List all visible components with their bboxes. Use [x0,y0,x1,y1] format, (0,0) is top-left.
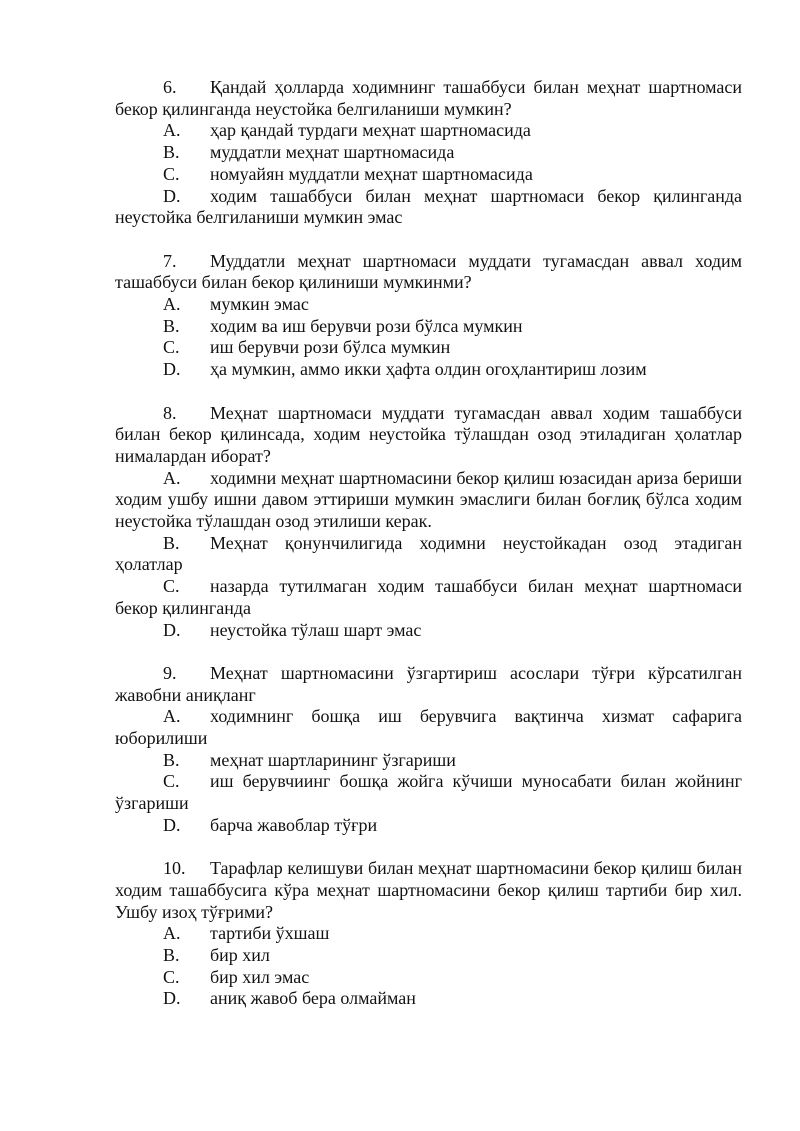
option-text: аниқ жавоб бера олмайман [210,988,416,1009]
question-number: 7. [163,250,177,271]
question-7 [115,251,742,381]
question-number: 8. [163,402,177,423]
question-number: 10. [163,858,186,879]
option-a [115,923,742,945]
option-letter: B. [163,945,180,966]
question-number: 6. [163,77,177,97]
option-text: неустойка тўлаш шарт эмас [210,619,422,640]
option-text: ҳар қандай турдаги меҳнат шартномасида [210,120,531,141]
option-text: муддатли меҳнат шартномасида [210,142,455,163]
option-b [115,316,742,338]
question-text [115,663,742,706]
option-letter: D. [163,619,181,640]
option-b [115,142,742,164]
option-d [115,620,742,642]
question-10 [115,858,742,1010]
option-letter: B. [163,532,180,553]
question-body: Муддатли меҳнат шартномаси муддати тугамасдан аввал ходим ташаббуси билан бекор қилиниши мумкинми? [115,250,742,293]
option-b [115,533,742,576]
option-a [115,294,742,316]
option-c [115,576,742,619]
option-text: меҳнат шартларининг ўзгариши [210,749,456,770]
option-text: мумкин эмас [210,294,309,315]
option-text: иш берувчиинг бошқа жойга кўчиши муносабати билан жойнинг ўзгариши [115,771,742,814]
question-body: Меҳнат шартномаси муддати тугамасдан аввал ходим ташаббуси билан бекор қилинсада, ходим неустойка тўлашдан озод этиладиган ҳолатлар нималардан иборат? [115,402,742,466]
option-letter: C. [163,163,180,184]
option-letter: A. [163,294,181,315]
option-c [115,967,742,989]
option-a [115,468,742,533]
option-c [115,771,742,814]
question-body: Тарафлар келишуви билан меҳнат шартномасини бекор қилиш билан ходим ташаббусига кўра меҳнат шартномасини бекор қилиш тартиби бир хил. Ушбу изоҳ тўғрими? [115,858,742,922]
option-a [115,706,742,749]
option-c [115,337,742,359]
option-a [115,120,742,142]
option-text: ходим ташаббуси билан меҳнат шартномаси бекор қилинганда неустойка белгиланиши мумкин эмас [115,185,742,228]
question-text [115,77,742,120]
option-text: ҳа мумкин, аммо икки ҳафта олдин огоҳлантириш лозим [210,359,647,380]
option-d [115,988,742,1010]
option-letter: C. [163,337,180,358]
option-text: назарда тутилмаган ходим ташаббуси билан меҳнат шартномаси бекор қилинганда [115,576,742,618]
option-letter: C. [163,771,180,792]
option-letter: A. [163,467,181,488]
option-text: барча жавоблар тўғри [210,814,378,835]
option-text: бир хил эмас [210,966,310,987]
question-number: 9. [163,662,177,683]
option-letter: C. [163,576,180,597]
question-9 [115,663,742,837]
option-text: тартиби ўхшаш [210,923,330,944]
option-text: бир хил [210,945,270,966]
option-letter: B. [163,315,180,336]
question-text [115,858,742,923]
option-letter: C. [163,966,180,987]
option-b [115,945,742,967]
option-c [115,164,742,186]
option-b [115,750,742,772]
option-letter: A. [163,706,181,727]
option-text: иш берувчи рози бўлса мумкин [210,337,451,358]
option-d [115,359,742,381]
option-text: ходим ва иш берувчи рози бўлса мумкин [210,315,523,336]
option-d [115,815,742,837]
question-text [115,251,742,294]
option-text: Меҳнат қонунчилигида ходимни неустойкадан озод этадиган ҳолатлар [115,532,742,575]
option-letter: D. [163,185,181,206]
question-8 [115,403,742,642]
option-letter: B. [163,749,180,770]
option-text: ходимнинг бошқа иш берувчига вақтинча хизмат сафарига юборилиши [115,706,742,749]
option-letter: D. [163,988,181,1009]
option-letter: B. [163,142,180,163]
question-body: Меҳнат шартномасини ўзгартириш асослари тўғри кўрсатилган жавобни аниқланг [115,662,742,705]
option-text: номуайян муддатли меҳнат шартномасида [210,163,533,184]
option-letter: D. [163,359,181,380]
option-letter: A. [163,923,181,944]
option-letter: A. [163,120,181,141]
document-page [115,77,742,1032]
option-text: ходимни меҳнат шартномасини бекор қилиш юзасидан ариза бериши ходим ушбу ишни давом эттириши мумкин эмаслиги билан боғлиқ бўлса ходим неустойка тўлашдан озод этилиши керак. [115,467,742,532]
option-letter: D. [163,814,181,835]
question-text [115,403,742,468]
question-6 [115,77,742,229]
question-body: Қандай ҳолларда ходимнинг ташаббуси билан меҳнат шартномаси бекор қилинганда неустойка белгиланиши мумкин? [115,77,742,119]
option-d [115,186,742,229]
